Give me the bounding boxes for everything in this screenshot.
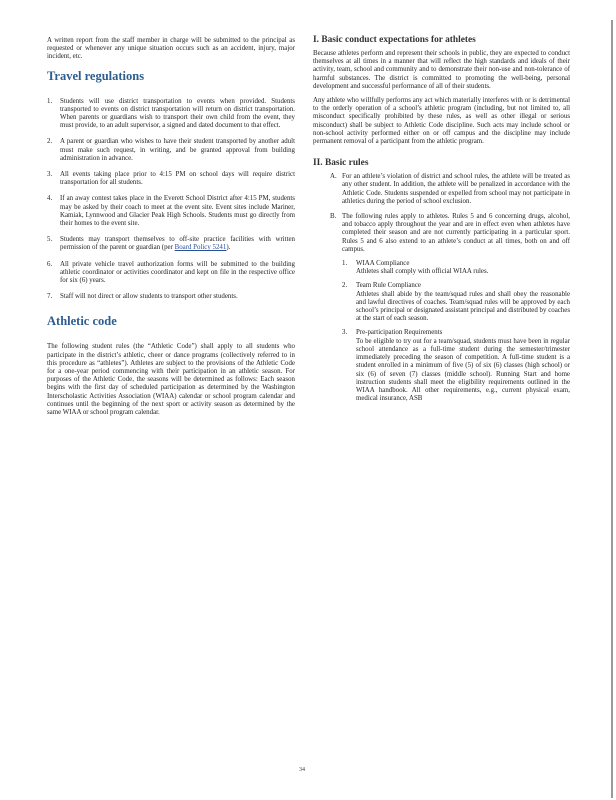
rule-item-b: B. The following rules apply to athletes. Rules 5 and 6 concerning drugs, alcohol, and tobacco apply throughout the year and are in effect even when athletes have completed their season and are not currently participating in a particular sport. Rules 5 and 6 also extend to an athlete’s conduct at all times, both on and off campus. 1. WIAA Compliance Athletes shall comply with official WIAA rules. 2. Team Rule Compliance Athletes shall abide by the team/squad rules and shall obey the reasonable and lawful directives of coaches. Team/squad rules will be approved by each school’s principal or designated assistant principal and distributed by coaches at the start of each season. 3. Pre-participation Requirements To be eligible to try out for a team/squad, students must have been in regular school attendance as a full-time student during the semester/trimester immediately preceding the season of competition. A full-time student is a student enrolled in a minimum of five (5) of six (6) classes (high school) or six (6) of seven (7) classes (middle school). Running Start and home instruction students shall meet the eligibility requirements outlined in the WIAA handbook. All other requirements, e.g., current physical exam, medical insurance, ASB	[330, 213, 570, 403]
travel-item: 6. All private vehicle travel authorization forms will be submitted to the building athletic coordinator or activities coordinator and kept on file in the respective office for six (6) years.	[47, 260, 295, 285]
rule-b-sublist	[342, 260, 570, 403]
travel-regulations-list	[47, 98, 295, 302]
travel-regulations-heading: Travel regulations	[47, 68, 145, 83]
basic-rules-list	[313, 173, 570, 403]
sub-rule-item: 2. Team Rule Compliance Athletes shall abide by the team/squad rules and shall obey the reasonable and lawful directives of coaches. Team/squad rules will be approved by each school’s principal or designated assistant principal and distributed by coaches at the start of each season.	[342, 282, 570, 323]
right-edge-rule	[611, 20, 613, 798]
basic-rules-heading: II. Basic rules	[313, 158, 369, 169]
sub-rule-item: 1. WIAA Compliance Athletes shall comply with official WIAA rules.	[342, 260, 570, 276]
athletic-code-heading: Athletic code	[47, 314, 117, 329]
right-column	[313, 35, 570, 410]
travel-item: 2. A parent or guardian who wishes to have their student transported by another adult must make such request, in writing, and be granted approval from building administration in advance.	[47, 138, 295, 162]
page-number: 34	[299, 767, 305, 773]
travel-item: 1. Students will use district transportation to events when provided. Students transported to events on district transportation will return on district transportation. When parents or guardians wish to transport their own child from the event, they must provide, to an adult supervisor, a signed and dated document to that effect.	[47, 97, 295, 130]
travel-item: 7. Staff will not direct or allow students to transport other students.	[47, 293, 238, 301]
sub-rule-heading: WIAA Compliance	[356, 260, 410, 268]
travel-item: 3. All events taking place prior to 4:15 PM on school days will require district transportation for all students.	[47, 171, 295, 187]
board-policy-link[interactable]: Board Policy 5241	[174, 244, 227, 252]
rule-item-a: A. For an athlete’s violation of district and school rules, the athlete will be treated as any other student. In addition, the athlete will be penalized in accordance with the Athletic Code. Students suspended or expelled from school may not participate in athletics during the period of school exclusion.	[330, 173, 570, 205]
conduct-paragraph-1: Because athletes perform and represent their schools in public, they are expected to conduct themselves at all times in a manner that will reflect the high standards and ideals of their activity, team, school and community and to demonstrate their non-use and non-tolerance of harmful substances. The district is committed to promoting the well-being, personal development and successful performance of all of their students.	[313, 50, 570, 90]
left-column	[47, 37, 295, 417]
sub-rule-heading: Pre-participation Requirements	[356, 329, 443, 337]
sub-rule-item: 3. Pre-participation Requirements To be eligible to try out for a team/squad, students must have been in regular school attendance as a full-time student during the semester/trimester immediately preceding the season of competition. A full-time student is a student enrolled in a minimum of five (5) of six (6) classes (high school) or six (6) of seven (7) classes (middle school). Running Start and home instruction students shall meet the eligibility requirements outlined in the WIAA handbook. All other requirements, e.g., current physical exam, medical insurance, ASB	[342, 329, 570, 403]
athletic-code-paragraph: The following student rules (the “Athletic Code”) shall apply to all students who participate in the district’s athletic, cheer or dance programs (collectively referred to in this procedure as “athletes”). Athletes are subject to the provisions of the Athletic Code for a one-year period commencing with their participation in an athletic season. For purposes of the Athletic Code, the seasons will be determined as follows: Each season begins with the first day of scheduled participation as determined by the Washington Interscholastic Activities Association (WIAA) calendar or school program calendar and continues until the beginning of the next sport or activity season as determined by the same WIAA or school program calendar.	[47, 343, 295, 417]
conduct-expectations-heading: I. Basic conduct expectations for athletes	[313, 35, 476, 45]
conduct-paragraph-2: Any athlete who willfully performs any act which materially interferes with or is detrimental to the orderly operation of a school’s athletic program (including, but not limited to, all misconduct specifically prohibited by these rules, as well as other illegal or serious misconduct) shall be subject to Athletic Code discipline. Such acts may include school or non-school activity performed either on or off campus and the discipline may include permanent removal of a participant from the athletic program.	[313, 97, 570, 146]
travel-item: 4. If an away contest takes place in the Everett School District after 4:15 PM, students may be asked by their coach to meet at the event site. Event sites include Mariner, Kamiak, Lynnwood and Glacier Peak High Schools. Students must go directly from their homes to the event site.	[47, 195, 295, 228]
sub-rule-heading: Team Rule Compliance	[356, 282, 421, 290]
intro-paragraph: A written report from the staff member in charge will be submitted to the principal as requested or whenever any unique situation occurs such as an accident, injury, major incident, etc.	[47, 37, 295, 61]
travel-item: 5. Students may transport themselves to off-site practice facilities with written permission of the parent or guardian (per Board Policy 5241).	[47, 236, 295, 252]
